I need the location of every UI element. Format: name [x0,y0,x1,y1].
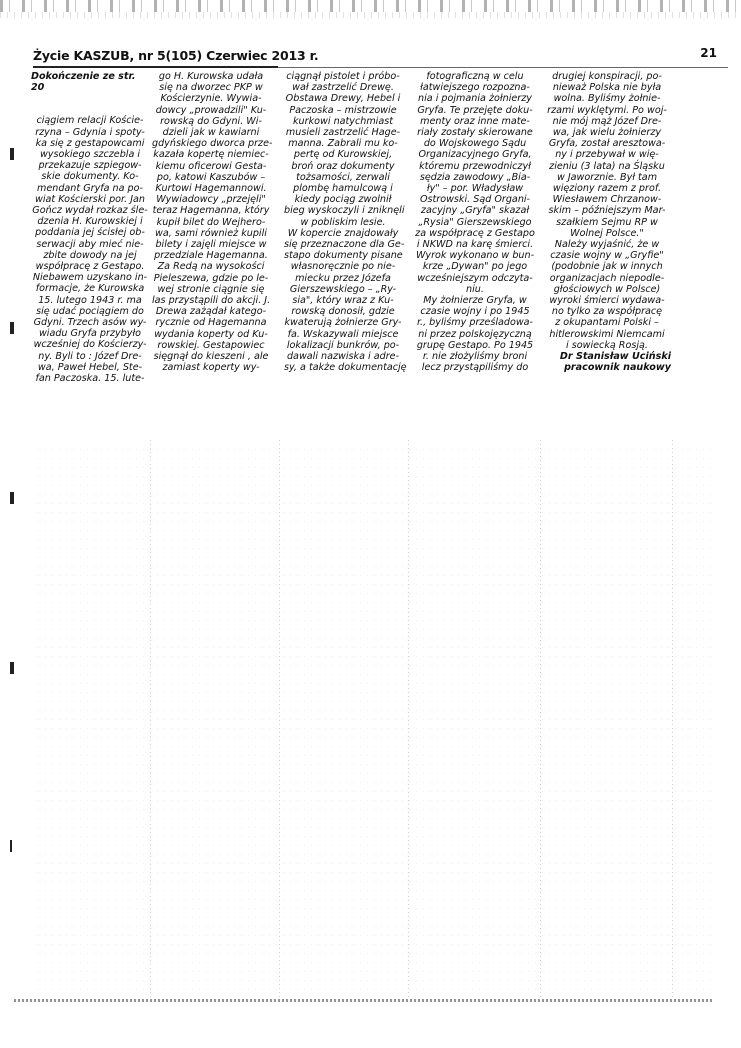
text-line: bieg wyskoczyli i zniknęli [284,205,405,217]
text-line: wydania koperty od Ku- [154,328,268,340]
text-line: broń oraz dokumenty [291,160,395,172]
text-line: skim – późniejszym Mar- [548,205,666,217]
page-number: 21 [700,46,717,60]
column-divider [279,440,280,1000]
text-line: wcześniejszym odczyta- [417,272,533,284]
text-line: formacje, że Kurowska [35,283,145,295]
text-line: Gdyni. Trzech asów wy- [33,317,147,329]
text-line: rzyna – Gdynia i spoty- [35,126,145,138]
text-line: ciągnął pistolet i próbo- [286,71,400,82]
text-line: ka się z gestapowcami [35,137,145,149]
scan-margin-mark [10,492,14,504]
text-line: więziony razem z prof. [552,183,662,195]
text-line: dawali nazwiska i adre- [286,351,400,363]
text-line: rycznie od Hagemanna [155,317,267,329]
text-line: wał zastrzelić Drewę. [292,82,394,94]
text-line: fotograficzną w celu [426,71,524,82]
text-line: nieważ Polska nie była [552,82,662,94]
scan-margin-mark [10,662,14,674]
text-line: własnoręcznie po nie- [290,261,396,273]
text-line: no tylko za współpracę [551,306,663,318]
issue-date: Czerwiec 2013 r. [206,48,319,63]
text-line: lokalizacji bunkrów, po- [286,339,400,351]
text-line: zacyjny „Gryfa" skazał [420,205,530,217]
text-line: ny. Byli to : Józef Dre- [38,350,142,362]
scan-top-noise [0,0,741,12]
text-line: organizacjach niepodle- [549,272,665,284]
text-line: mendant Gryfa na po- [37,182,143,194]
scan-margin-mark [10,840,12,852]
text-line: ciągiem relacji Koście- [36,115,144,127]
text-line: wiadu Gryfa przybyło [38,328,142,340]
text-line: Obstawa Drewy, Hebel i [285,93,401,105]
header-rule [33,66,278,68]
text-line: Gryfa, został aresztowa- [548,138,666,150]
article-column-1 [31,71,149,384]
text-line: fan Paczoska. 15. lute- [35,373,145,385]
text-line: wiat Kościerski por. Jan [35,193,145,205]
text-line: za współpracę z Gestapo [415,227,535,239]
text-line: się udać pociągiem do [36,305,144,317]
text-line: stapo dokumenty pisane [284,250,403,262]
header-title [33,48,318,63]
text-line: kiemu oficerowi Gesta- [155,160,267,172]
author-role: pracownik naukowy [564,362,671,374]
text-line: niu. [466,283,484,295]
text-line: W kopercie znajdowały [287,227,399,239]
text-line: kwaterują żołnierze Gry- [284,317,402,329]
column-5-text [543,71,671,351]
text-line: poddania jej ścisłej ob- [35,227,145,239]
article-column-4 [412,71,538,373]
text-line: kurkowi natychmiast [293,115,393,127]
text-line: zamiast koperty wy- [162,362,260,374]
text-line: wa, sami również kupili [155,227,267,239]
text-line: wa, jak wielu żołnierzy [552,127,662,139]
text-line: tożsamości, zerwali [296,171,390,183]
text-line: głościowych w Polsce) [553,283,661,295]
column-divider [540,440,541,1000]
text-line: miecku przez Józefa [295,272,391,284]
text-line: lecz przystąpiliśmy do [421,362,529,374]
scan-top-noise-faint [0,12,741,18]
text-line: dzenia H. Kurowskiej i [37,216,143,228]
text-line: dowcy „prowadzili" Ku- [155,104,267,116]
text-line: pertę od Kurowskiej, [293,149,393,161]
column-3-text [284,71,407,374]
text-line: Gryfa. Te przejęte doku- [417,104,533,116]
text-line: hitlerowskimi Niemcami [549,328,665,340]
text-line: drugiej konspiracji, po- [552,71,662,82]
text-line: r., byliśmy prześladowa- [416,317,534,329]
text-line: „Rysia" Gierszewskiego [418,216,532,228]
text-line: Niebawem uzyskano in- [32,272,148,284]
text-line: nie mój mąż Józef Dre- [552,115,662,127]
article-column-5 [543,71,671,373]
text-line: wa, Paweł Hebel, Ste- [37,361,143,373]
text-line: się na dworzec PKP w [159,82,263,94]
text-line: 15. lutego 1943 r. ma [38,294,142,306]
text-line: gdyńskiego dworca prze- [152,138,273,150]
text-line: wcześniej do Kościerzy- [33,339,147,351]
column-divider [408,440,409,1000]
article-column-3 [284,71,407,374]
text-line: z okupantami Polski – [555,317,659,329]
scan-empty-area [35,445,715,995]
text-line: go H. Kurowska udała [158,71,264,82]
text-line: serwacji aby mieć nie- [36,238,144,250]
text-line: się przeznaczone dla Ge- [284,239,405,251]
text-line: krze „Dywan" po jego [422,261,528,273]
text-line: przekazuje szpiegow- [38,160,142,172]
column-divider [150,440,151,1000]
text-line: bilety i zajęli miejsce w [155,239,267,251]
text-line: Pieleszewa, gdzie po le- [153,272,269,284]
text-line: czasie wojny w „Gryfie" [550,250,664,262]
text-line: sia", który wraz z Ku- [292,295,394,307]
text-line: łatwiejszego rozpozna- [420,82,530,94]
text-line: Kurtowi Hagemannowi. [155,183,267,195]
text-line: kiedy pociąg zwolnił [294,194,392,206]
header-rule-thin [278,67,728,68]
text-line: Wolnej Polsce." [570,227,644,239]
text-line: Gierszewskiego – „Ry- [289,283,397,295]
text-line: wysokiego szczebla i [39,149,141,161]
text-line: do Wojskowego Sądu [423,138,527,150]
text-line: My żołnierze Gryfa, w [423,295,527,307]
text-line: ły" – por. Władysław [426,183,524,195]
text-line: przedziale Hagemanna. [154,250,268,262]
page-header [33,48,723,66]
text-line: któremu przewodniczył [419,160,531,172]
continuation-note: Dokończenie ze str. 20 [31,71,136,94]
text-line: skie dokumenty. Ko- [41,171,139,183]
text-line: rzami wyklętymi. Po woj- [547,104,667,116]
text-line: Wiesławem Chrzanow- [552,194,662,206]
text-line: zieniu (3 lata) na Śląsku [549,160,665,172]
text-line: wej stronie ciągnie się [157,283,265,295]
text-line: Organizacyjnego Gryfa, [418,149,532,161]
text-line: Należy wyjaśnić, że w [554,239,660,251]
scan-margin-mark [10,148,14,160]
text-line: ny i przebywał w wię- [555,149,659,161]
text-line: teraz Hagemanna, który [152,205,270,217]
text-line: czasie wojny i po 1945 [420,306,530,318]
text-line: i sowiecką Rosją. [566,339,648,351]
text-line: wolna. Byliśmy żołnie- [553,93,661,105]
column-divider [672,440,673,1000]
text-line: i NKWD na karę śmierci. [416,239,534,251]
text-line: sy, a także dokumentację [284,362,407,374]
text-line: Gończ wydał rozkaz śle- [32,205,148,217]
text-line: w pobliskim lesie. [300,216,386,228]
text-line: (podobnie jak w innych [551,261,663,273]
text-line: plombę hamulcową i [293,183,393,195]
text-line: musieli zastrzelić Hage- [285,127,401,139]
text-line: kazała kopertę niemiec- [153,149,269,161]
text-line: Kościerzynie. Wywia- [160,93,262,105]
text-line: dzieli jak w kawiarni [162,127,260,139]
text-line: ni przez polskojęzyczną [418,328,532,340]
column-4-text [412,71,538,373]
text-line: szałkiem Sejmu RP w [556,216,658,228]
text-line: sięgnął do kieszeni , ale [153,351,269,363]
text-line: r. nie złożyliśmy broni [422,351,528,363]
text-line: rowskiej. Gestapowiec [157,339,265,351]
text-line: Ostrowski. Sąd Organi- [419,194,531,206]
text-line: zbite dowody na jej [43,249,137,261]
scan-margin-mark [10,322,14,334]
text-line: fa. Wskazywali miejsce [287,328,399,340]
text-line: współpracę z Gestapo. [35,261,145,273]
column-2-text [152,71,273,374]
text-line: Drewa zażądał katego- [155,306,267,318]
text-line: kupił bilet do Wejhero- [156,216,266,228]
text-line: sędzia zawodowy „Bia- [419,171,531,183]
text-line: manna. Zabrali mu ko- [288,138,398,150]
text-line: riały zostały skierowane [417,127,533,139]
text-line: rowską donosił, gdzie [291,306,395,318]
text-line: po, katowi Kaszubów – [156,171,266,183]
text-line: Wyrok wykonano w bun- [415,250,535,262]
text-line: grupę Gestapo. Po 1945 [416,339,534,351]
article-column-2 [152,71,273,374]
text-line: Wywiadowcy „przejęli" [156,194,266,206]
text-line: menty oraz inne mate- [420,115,530,127]
text-line: w Jaworznie. Był tam [556,171,658,183]
text-line: las przystąpili do akcji. J. [152,295,271,307]
column-1-text [31,115,149,384]
magazine-name: Życie KASZUB, nr 5(105) [33,48,202,63]
text-line: Za Redą na wysokości [157,261,265,273]
text-line: nia i pojmania żołnierzy [418,93,532,105]
text-line: Paczoska – mistrzowie [289,104,397,116]
author-signature: Dr Stanisław Uciński [559,351,671,363]
text-line: wyroki śmierci wydawa- [549,295,665,307]
text-line: rowską do Gdyni. Wi- [160,115,262,127]
scan-bottom-rule [14,999,714,1002]
